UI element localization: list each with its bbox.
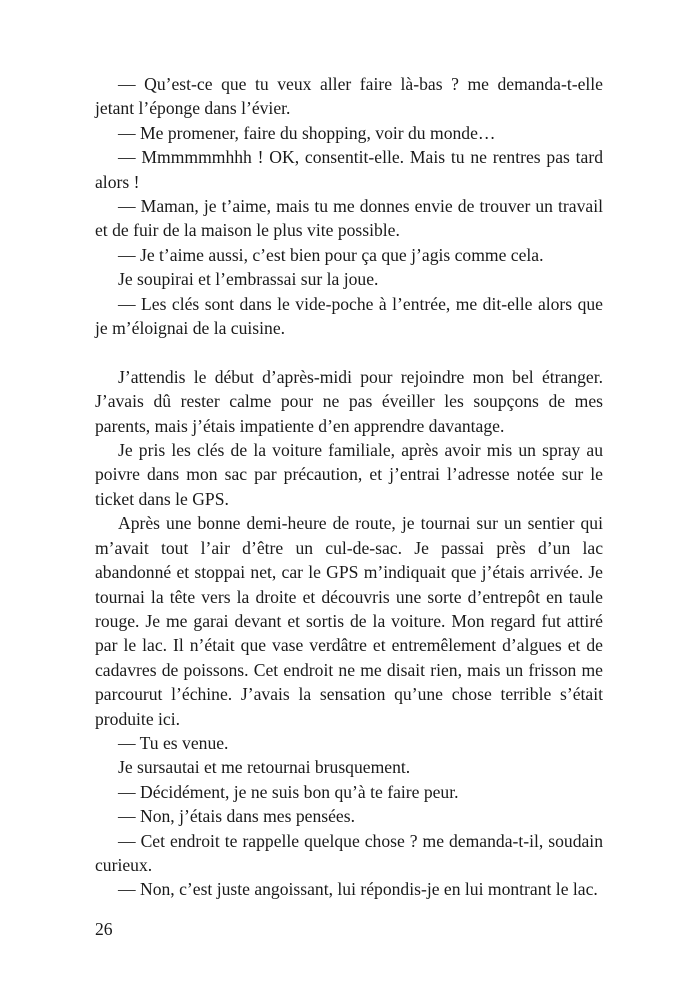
page-body bbox=[95, 72, 603, 902]
paragraph: — Cet endroit te rappelle quelque chose ? me demanda-t-il, soudain curieux. bbox=[95, 830, 603, 875]
page-number: 26 bbox=[95, 919, 113, 939]
paragraph: — Mmmmmmhhh ! OK, consentit-elle. Mais tu ne rentres pas tard alors ! bbox=[95, 147, 603, 192]
paragraph: Je sursautai et me retournai brusquement. bbox=[118, 757, 411, 778]
paragraph: Après une bonne demi-heure de route, je tournai sur un sentier qui m’avait tout l’air d’être un cul-de-sac. Je passai près d’un lac abandonné et stoppai net, car le GPS m’indiquait que j’étais arrivée. Je tournai la tête vers la droite et découvris une sorte d’entrepôt en taule rouge. Je me garai devant et sortis de la voiture. Mon regard fut attiré par le lac. Il n’était que vase verdâtre et entremêlement d’algues et de cadavres de poissons. Cet endroit ne me disait rien, mais un frisson me parcourut l’échine. J’avais la sensation qu’une chose terrible s’était produite ici. bbox=[95, 513, 603, 729]
paragraph: — Je t’aime aussi, c’est bien pour ça que j’agis comme cela. bbox=[118, 244, 544, 265]
paragraph: — Me promener, faire du shopping, voir du monde… bbox=[118, 122, 496, 143]
paragraph: — Non, j’étais dans mes pensées. bbox=[118, 806, 355, 827]
paragraph: — Décidément, je ne suis bon qu’à te faire peur. bbox=[118, 781, 459, 802]
paragraph: — Les clés sont dans le vide-poche à l’entrée, me dit-elle alors que je m’éloignai de la cuisine. bbox=[95, 293, 603, 339]
paragraph: J’attendis le début d’après-midi pour rejoindre mon bel étranger. J’avais dû rester calme pour ne pas éveiller les soupçons de mes parents, mais j’étais impatiente d’en apprendre davantage. bbox=[95, 366, 603, 436]
paragraph: — Non, c’est juste angoissant, lui répondis-je en lui montrant le lac. bbox=[118, 879, 598, 900]
paragraph: — Tu es venue. bbox=[118, 732, 229, 753]
paragraph: — Qu’est-ce que tu veux aller faire là-bas ? me demanda-t-elle jetant l’éponge dans l’évier. bbox=[95, 74, 603, 119]
paragraph: Je pris les clés de la voiture familiale, après avoir mis un spray au poivre dans mon sac par précaution, et j’entrai l’adresse notée sur le ticket dans le GPS. bbox=[95, 440, 603, 509]
paragraph: — Maman, je t’aime, mais tu me donnes envie de trouver un travail et de fuir de la maison le plus vite possible. bbox=[95, 196, 603, 241]
paragraph: Je soupirai et l’embrassai sur la joue. bbox=[118, 269, 379, 290]
